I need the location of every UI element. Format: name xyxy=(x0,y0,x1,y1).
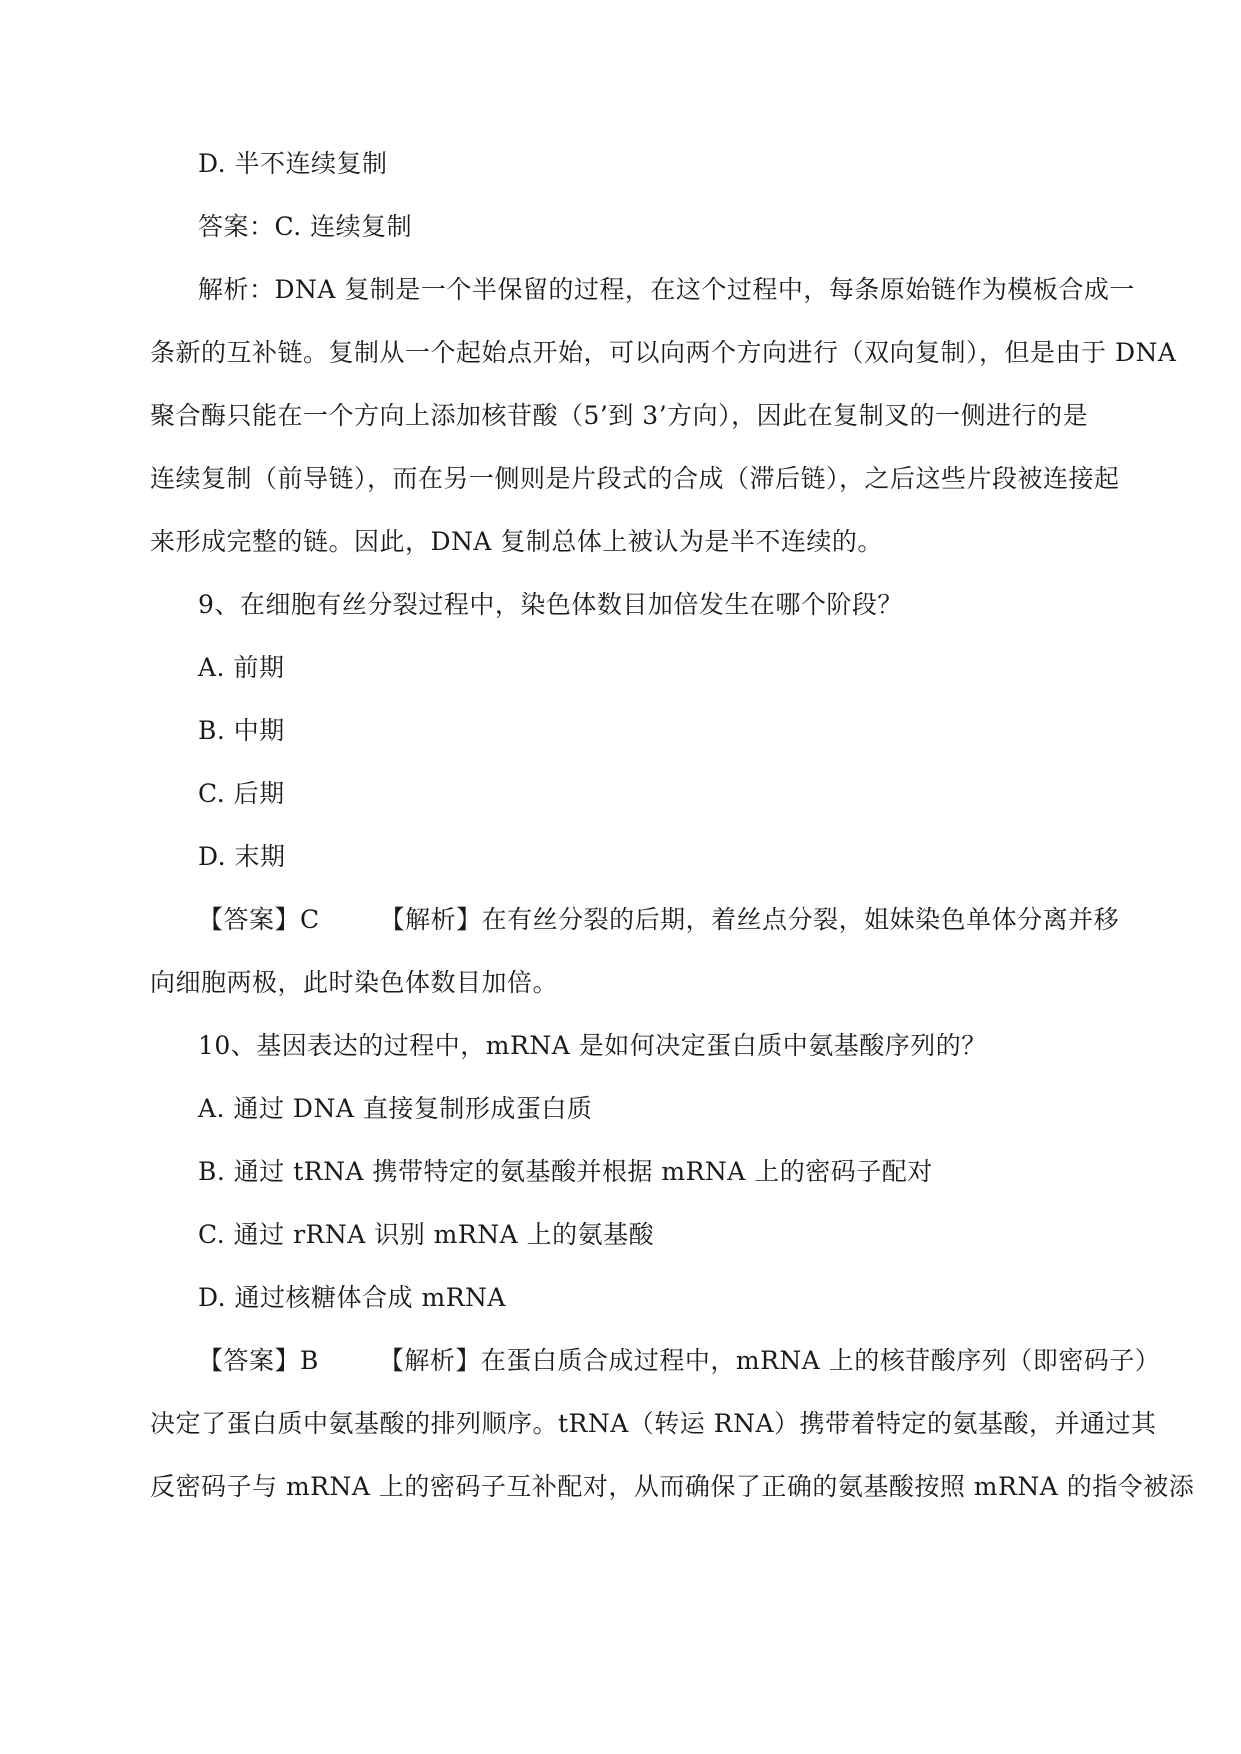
q9-question: 9、在细胞有丝分裂过程中，染色体数目加倍发生在哪个阶段？ xyxy=(198,590,903,619)
q10-option-a: A. 通过 DNA 直接复制形成蛋白质 xyxy=(198,1094,593,1123)
q8-analysis-line-4: 连续复制（前导链），而在另一侧则是片段式的合成（滞后链），之后这些片段被连接起 xyxy=(150,464,1120,493)
q8-answer: 答案：C. 连续复制 xyxy=(198,212,413,241)
q8-analysis-line-1: 解析：DNA 复制是一个半保留的过程，在这个过程中，每条原始链作为模板合成一 xyxy=(198,275,1135,304)
q10-option-b: B. 通过 tRNA 携带特定的氨基酸并根据 mRNA 上的密码子配对 xyxy=(198,1157,933,1186)
q10-analysis-line-2: 决定了蛋白质中氨基酸的排列顺序。tRNA（转运 RNA）携带着特定的氨基酸，并通过其 xyxy=(150,1409,1157,1438)
q8-analysis-line-2: 条新的互补链。复制从一个起始点开始，可以向两个方向进行（双向复制），但是由于 DNA xyxy=(150,338,1177,367)
q10-option-d: D. 通过核糖体合成 mRNA xyxy=(198,1283,506,1312)
q10-question: 10、基因表达的过程中，mRNA 是如何决定蛋白质中氨基酸序列的？ xyxy=(198,1031,987,1060)
q10-analysis-line-3: 反密码子与 mRNA 上的密码子互补配对，从而确保了正确的氨基酸按照 mRNA 的指令被添 xyxy=(150,1472,1195,1501)
q10-answer-analysis xyxy=(198,1341,1161,1381)
q9-analysis-line-2: 向细胞两极，此时染色体数目加倍。 xyxy=(150,968,559,997)
q9-option-c: C. 后期 xyxy=(198,779,285,808)
q10-analysis-start: 【解析】在蛋白质合成过程中，mRNA 上的核苷酸序列（即密码子） xyxy=(378,1346,1161,1375)
q8-option-d: D. 半不连续复制 xyxy=(198,149,388,178)
q9-analysis-start: 【解析】在有丝分裂的后期，着丝点分裂，姐妹染色单体分离并移 xyxy=(379,905,1120,934)
q9-option-d: D. 末期 xyxy=(198,842,286,871)
q8-analysis-line-3: 聚合酶只能在一个方向上添加核苷酸（5’到 3’方向），因此在复制叉的一侧进行的是 xyxy=(150,401,1089,430)
q10-option-c: C. 通过 rRNA 识别 mRNA 上的氨基酸 xyxy=(198,1220,655,1249)
q9-option-a: A. 前期 xyxy=(198,653,285,682)
q9-answer-analysis xyxy=(198,900,1120,940)
q9-answer: 【答案】C xyxy=(198,905,320,934)
q10-answer: 【答案】B xyxy=(198,1346,319,1375)
q9-option-b: B. 中期 xyxy=(198,716,285,745)
q8-analysis-line-5: 来形成完整的链。因此，DNA 复制总体上被认为是半不连续的。 xyxy=(150,527,883,556)
